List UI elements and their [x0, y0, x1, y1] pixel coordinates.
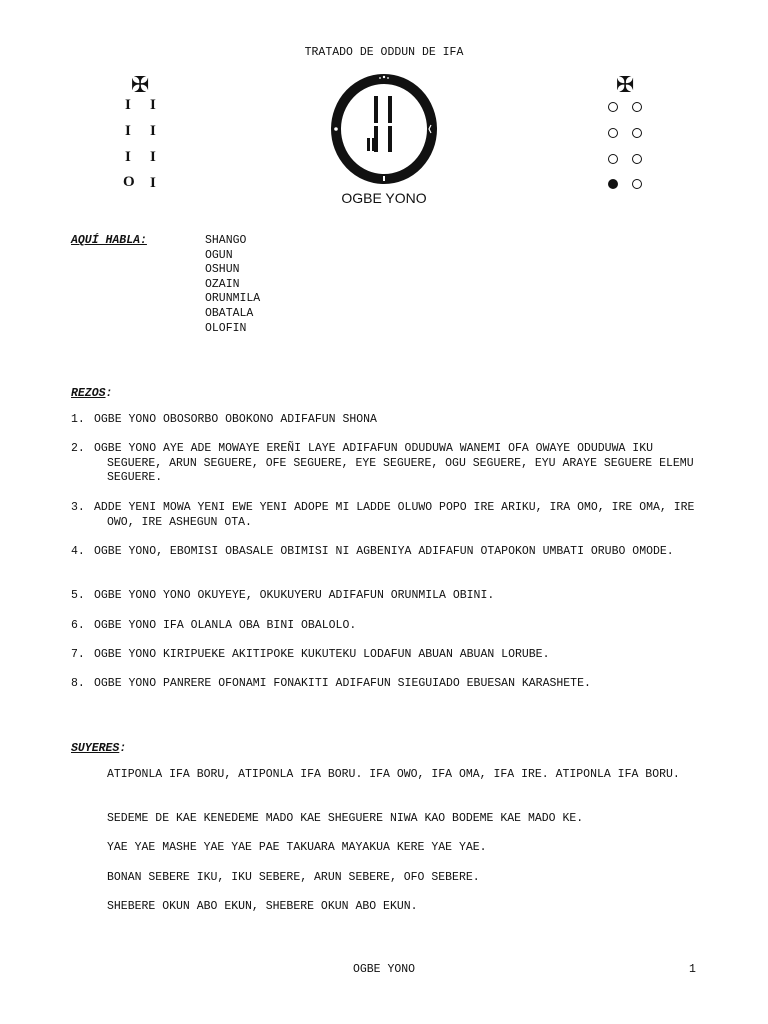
list-item: OZAIN	[205, 277, 240, 291]
rezo-item	[71, 413, 701, 428]
document-title: TRATADO DE ODDUN DE IFA	[304, 46, 464, 59]
filled-circle-mark	[608, 179, 618, 189]
rezo-number: 2.	[71, 442, 85, 455]
rezo-item	[71, 619, 701, 634]
rezo-text: OGBE YONO IFA OLANLA OBA BINI OBALOLO.	[94, 619, 357, 632]
list-item: OBATALA	[205, 306, 254, 320]
mark: I	[125, 123, 131, 139]
suyeres-heading: SUYERES	[71, 742, 120, 755]
mark: I	[125, 149, 131, 165]
suyeres-heading-block: SUYERES:	[71, 742, 127, 755]
maltese-cross-icon: ✠	[131, 73, 150, 98]
suyere-item: ATIPONLA IFA BORU, ATIPONLA IFA BORU. IFA OWO, IFA OMA, IFA IRE. ATIPONLA IFA BORU.	[107, 768, 680, 781]
mark: I	[125, 97, 131, 113]
rezo-number: 5.	[71, 589, 85, 602]
rezo-item	[71, 545, 701, 560]
open-circle-mark	[632, 128, 642, 138]
mark: I	[150, 97, 156, 113]
aqui-habla-heading: AQUÍ HABLA:	[71, 234, 147, 247]
open-circle-mark	[608, 154, 618, 164]
suyere-item: SHEBERE OKUN ABO EKUN, SHEBERE OKUN ABO EKUN.	[107, 900, 418, 913]
open-circle-mark	[608, 102, 618, 112]
rezos-heading: REZOS	[71, 387, 106, 400]
suyere-item: BONAN SEBERE IKU, IKU SEBERE, ARUN SEBERE, OFO SEBERE.	[107, 871, 480, 884]
rezo-item	[71, 442, 701, 486]
oddun-emblem-icon	[330, 73, 438, 185]
rezo-item	[71, 501, 701, 530]
rezo-number: 1.	[71, 413, 85, 426]
suyere-item: SEDEME DE KAE KENEDEME MADO KAE SHEGUERE NIWA KAO BODEME KAE MADO KE.	[107, 812, 584, 825]
rezo-number: 7.	[71, 648, 85, 661]
suyere-item: YAE YAE MASHE YAE YAE PAE TAKUARA MAYAKUA KERE YAE YAE.	[107, 841, 487, 854]
rezo-text: OGBE YONO KIRIPUEKE AKITIPOKE KUKUTEKU LODAFUN ABUAN ABUAN LORUBE.	[94, 648, 550, 661]
rezo-text: OGBE YONO PANRERE OFONAMI FONAKITI ADIFAFUN SIEGUIADO EBUESAN KARASHETE.	[94, 677, 591, 690]
open-circle-mark	[632, 102, 642, 112]
list-item: ORUNMILA	[205, 292, 261, 306]
rezo-text: ADDE YENI MOWA YENI EWE YENI ADOPE MI LADDE OLUWO POPO IRE ARIKU, IRA OMO, IRE OMA, IRE OWO, IRE ASHEGUN OTA.	[94, 501, 695, 529]
list-item: SHANGO	[205, 234, 247, 247]
list-item: OSHUN	[205, 263, 240, 277]
rezo-text: OGBE YONO, EBOMISI OBASALE OBIMISI NI AGBENIYA ADIFAFUN OTAPOKON UMBATI ORUBO OMODE.	[94, 545, 674, 558]
rezo-item	[71, 677, 701, 692]
open-circle-mark	[632, 179, 642, 189]
rezo-item	[71, 589, 701, 604]
rezo-text: OGBE YONO OBOSORBO OBOKONO ADIFAFUN SHONA	[94, 413, 377, 426]
list-item: OGUN	[205, 248, 233, 262]
maltese-cross-icon: ✠	[616, 73, 635, 98]
list-item: OLOFIN	[205, 321, 247, 335]
rezo-number: 4.	[71, 545, 85, 558]
rezo-text: OGBE YONO YONO OKUYEYE, OKUKUYERU ADIFAFUN ORUNMILA OBINI.	[94, 589, 495, 602]
rezos-heading-block: REZOS:	[71, 387, 113, 400]
mark: I	[150, 175, 156, 191]
mark: O	[123, 174, 135, 190]
page-number: 1	[689, 963, 696, 976]
rezo-item	[71, 648, 701, 663]
rezo-number: 6.	[71, 619, 85, 632]
footer-title: OGBE YONO	[352, 963, 416, 976]
mark: I	[150, 149, 156, 165]
aqui-habla-list	[205, 234, 260, 336]
open-circle-mark	[632, 154, 642, 164]
rezo-number: 8.	[71, 677, 85, 690]
rezo-text: OGBE YONO AYE ADE MOWAYE EREÑI LAYE ADIFAFUN ODUDUWA WANEMI OFA OWAYE ODUDUWA IKU SEGUERE, ARUN SEGUERE, OFE SEGUERE, EYE SEGUERE, OGU SEGUERE, EYU ARAYE SEGUERE ELEMU SEGUERE.	[94, 442, 694, 485]
open-circle-mark	[608, 128, 618, 138]
rezo-number: 3.	[71, 501, 85, 514]
mark: I	[150, 123, 156, 139]
sign-name: OGBE YONO	[341, 190, 427, 206]
